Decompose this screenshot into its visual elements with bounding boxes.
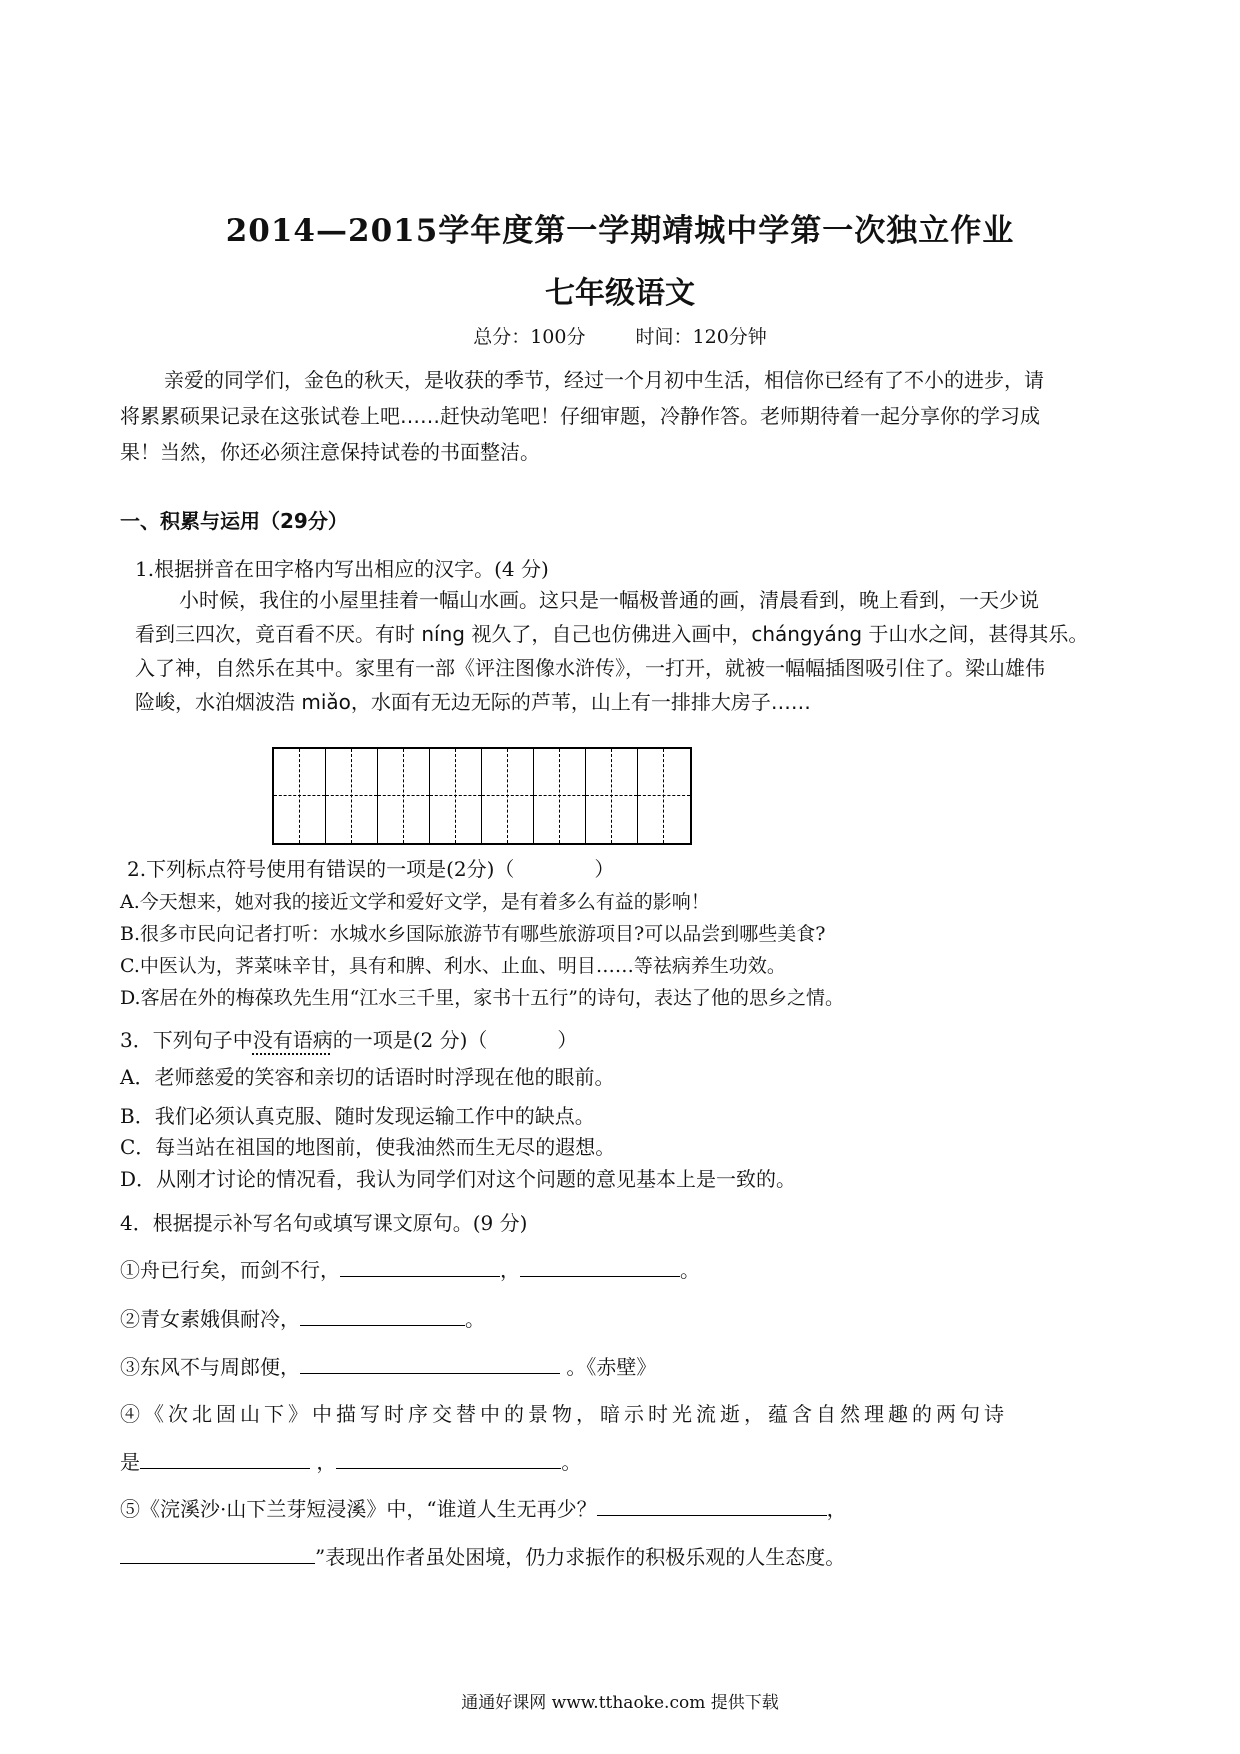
q3-option-d: D．从刚才讨论的情况看，我认为同学们对这个问题的意见基本上是一致的。 xyxy=(120,1167,797,1191)
q1-prompt: 1.根据拼音在田字格内写出相应的汉字。(4 分) xyxy=(135,557,549,581)
q4-item-2: ②青女素娥俱耐冷， 。 xyxy=(120,1307,485,1331)
answer-blank[interactable] xyxy=(300,1307,465,1326)
q2-option-a: A.今天想来，她对我的接近文学和爱好文学，是有着多么有益的影响！ xyxy=(120,891,710,913)
grid-cell[interactable] xyxy=(378,749,430,843)
q4-item-3: ③东风不与周郎便， 。《赤壁》 xyxy=(120,1355,657,1379)
section-1-heading: 一、积累与运用（29分） xyxy=(120,509,348,533)
answer-blank[interactable] xyxy=(336,1450,561,1469)
grid-cell[interactable] xyxy=(326,749,378,843)
answer-blank[interactable] xyxy=(140,1450,310,1469)
q4-item-5: ⑤《浣溪沙·山下兰芽短浸溪》中，“谁道人生无再少？ ， xyxy=(120,1497,847,1521)
q2-prompt: 2.下列标点符号使用有错误的一项是(2分)（ ） xyxy=(127,857,615,881)
exam-subject: 七年级语文 xyxy=(545,276,695,311)
answer-grid[interactable] xyxy=(272,747,692,845)
page-footer: 通通好课网 www.tthaoke.com 提供下载 xyxy=(461,1693,779,1713)
grid-cell[interactable] xyxy=(534,749,586,843)
q3-option-b: B．我们必须认真克服、随时发现运输工作中的缺点。 xyxy=(120,1104,595,1128)
q4-item-5-cont: ”表现出作者虽处困境，仍力求振作的积极乐观的人生态度。 xyxy=(120,1541,845,1570)
grid-cell[interactable] xyxy=(274,749,326,843)
q4-item-1: ①舟已行矣，而剑不行， ， 。 xyxy=(120,1258,700,1282)
answer-blank[interactable] xyxy=(120,1545,315,1564)
q3-option-c: C．每当站在祖国的地图前，使我油然而生无尽的遐想。 xyxy=(120,1135,616,1159)
grid-cell[interactable] xyxy=(430,749,482,843)
q3-prompt: 3．下列句子中没有语病的一项是(2 分)（ ） xyxy=(120,1028,578,1052)
grid-cell[interactable] xyxy=(586,749,638,843)
q4-item-4: ④《次北固山下》中描写时序交替中的景物，暗示时光流逝，蕴含自然理趣的两句诗 xyxy=(120,1402,1008,1426)
grid-cell[interactable] xyxy=(482,749,534,843)
q4-prompt: 4．根据提示补写名句或填写课文原句。(9 分) xyxy=(120,1211,528,1235)
time-limit: 时间：120分钟 xyxy=(635,326,767,348)
answer-blank[interactable] xyxy=(520,1258,680,1277)
q2-option-d: D.客居在外的梅葆玖先生用“江水三千里，家书十五行”的诗句，表达了他的思乡之情。 xyxy=(120,987,845,1009)
answer-blank[interactable] xyxy=(340,1258,500,1277)
total-score: 总分：100分 xyxy=(473,326,586,348)
q2-option-c: C.中医认为，荠菜味辛甘，具有和脾、利水、止血、明目……等祛病养生功效。 xyxy=(120,955,786,977)
grid-cell[interactable] xyxy=(638,749,690,843)
q3-option-a: A．老师慈爱的笑容和亲切的话语时时浮现在他的眼前。 xyxy=(120,1065,615,1089)
q2-option-b: B.很多市民向记者打听：水城水乡国际旅游节有哪些旅游项目?可以品尝到哪些美食? xyxy=(120,923,826,945)
exam-title: 2014—2015学年度第一学期靖城中学第一次独立作业 xyxy=(225,213,1015,249)
q4-item-4-answer: 是 ， 。 xyxy=(120,1450,582,1474)
answer-blank[interactable] xyxy=(597,1497,827,1516)
intro-paragraph: 亲爱的同学们，金色的秋天，是收获的季节，经过一个月初中生活，相信你已经有了不小的进步，请 将累累硕果记录在这张试卷上吧……赶快动笔吧！仔细审题，冷静作答。老师期待着一起分享你的学习成 果！当然，你还必须注意保持试卷的书面整洁。 xyxy=(120,368,1044,464)
exam-meta xyxy=(0,322,1240,349)
answer-blank[interactable] xyxy=(300,1355,560,1374)
q1-passage: 小时候，我住的小屋里挂着一幅山水画。这只是一幅极普通的画，清晨看到，晚上看到，一天少说 看到三四次，竟百看不厌。有时 níng 视久了，自己也仿佛进入画中，chángyáng 于山水之间，甚得其乐。 入了神，自然乐在其中。家里有一部《评注图像水浒传》，一打开，就被一幅幅插图吸引住了。梁山雄伟 险峻，水泊烟波浩 miǎo，水面有无边无际的芦苇，山上有一排排大房子…… xyxy=(135,588,1089,714)
